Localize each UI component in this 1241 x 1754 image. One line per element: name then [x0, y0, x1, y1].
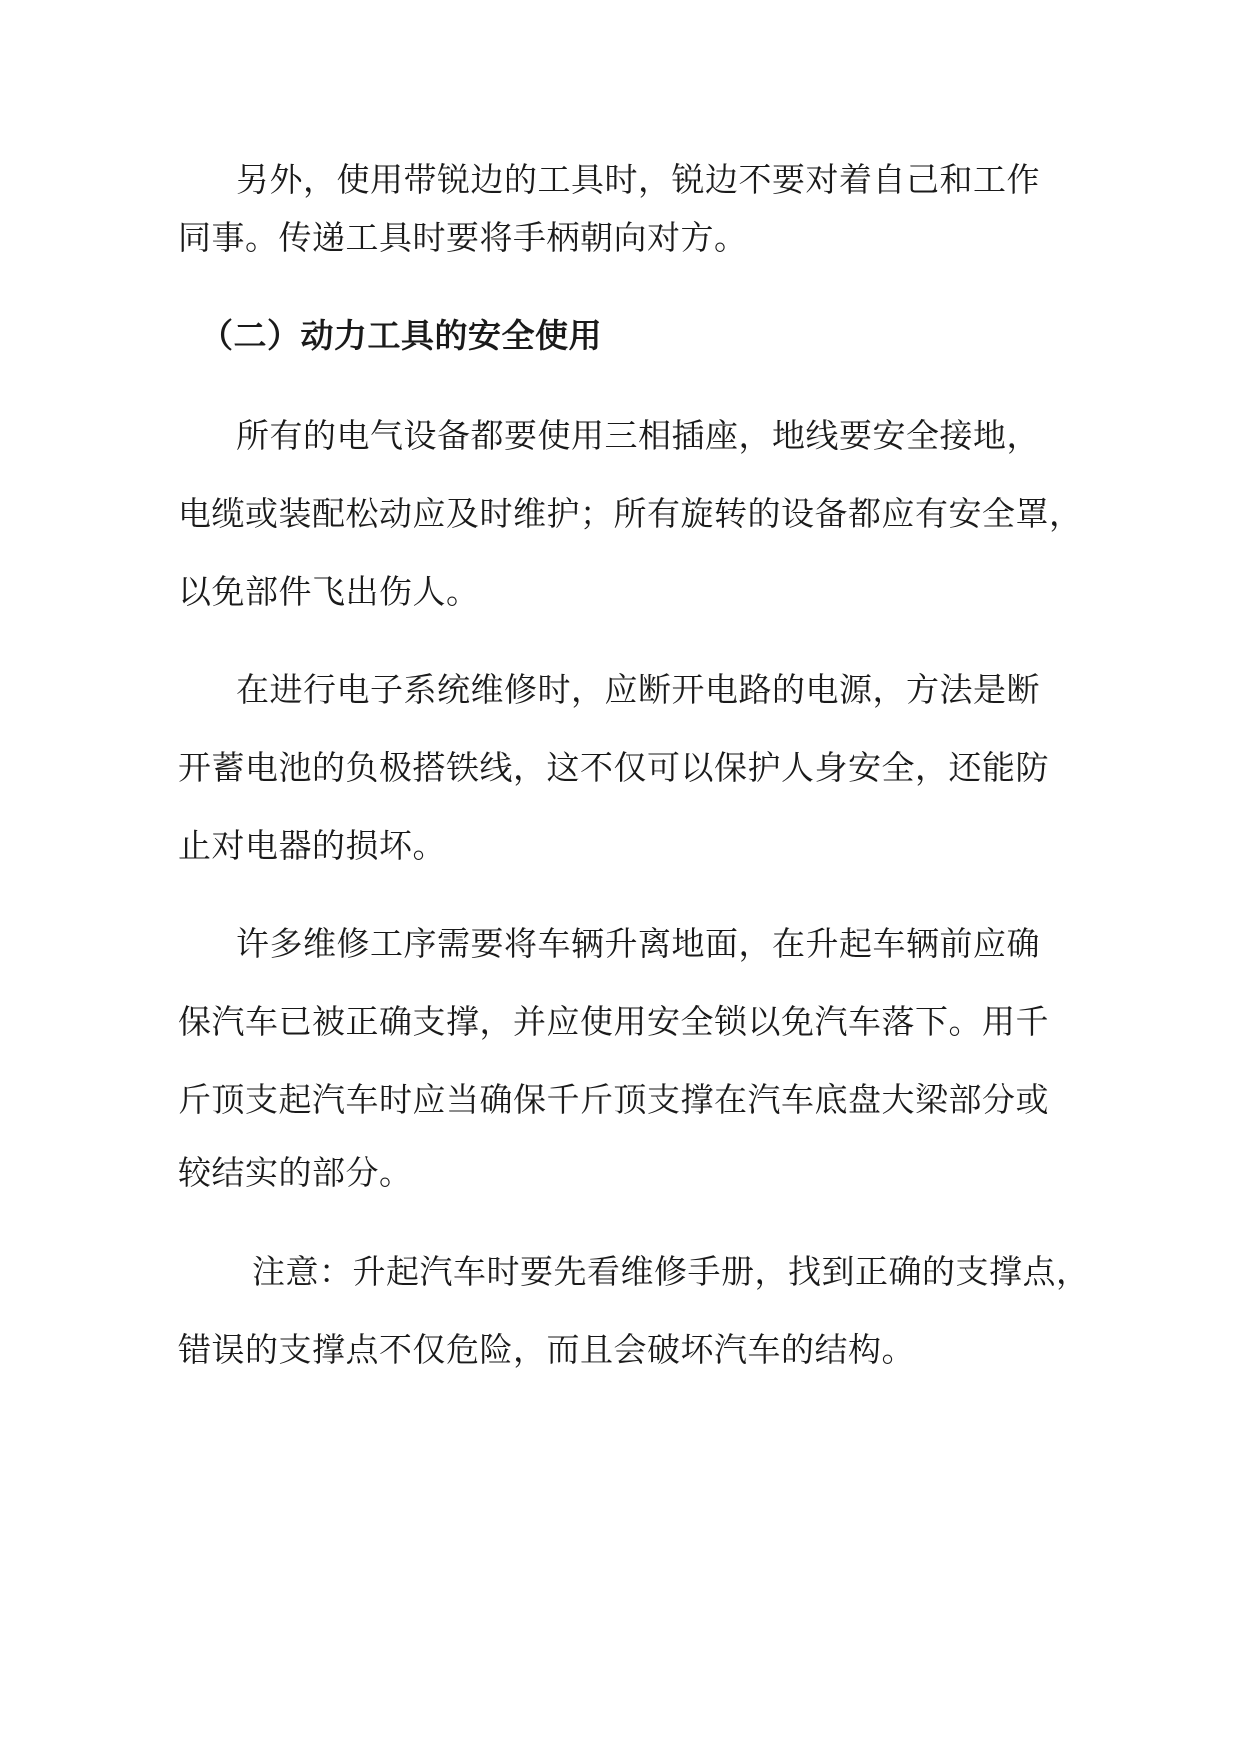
paragraph-4-line-2: 保汽车已被正确支撑，并应使用安全锁以免汽车落下。用千 — [178, 1002, 1049, 1041]
paragraph-5-line-1: 注意：升起汽车时要先看维修手册，找到正确的支撑点， — [252, 1252, 1090, 1291]
paragraph-3-line-3: 止对电器的损坏。 — [178, 826, 446, 865]
paragraph-3-line-2: 开蓄电池的负极搭铁线，这不仅可以保护人身安全，还能防 — [178, 748, 1049, 787]
paragraph-4-line-4: 较结实的部分。 — [178, 1153, 413, 1192]
paragraph-1-line-1: 另外，使用带锐边的工具时，锐边不要对着自己和工作 — [236, 160, 1040, 199]
paragraph-4-line-1: 许多维修工序需要将车辆升离地面，在升起车辆前应确 — [236, 924, 1040, 963]
paragraph-2-line-2: 电缆或装配松动应及时维护；所有旋转的设备都应有安全罩， — [178, 494, 1083, 533]
paragraph-3-line-1: 在进行电子系统维修时，应断开电路的电源，方法是断 — [236, 670, 1040, 709]
paragraph-2-line-3: 以免部件飞出伤人。 — [178, 572, 480, 611]
paragraph-1-line-2: 同事。传递工具时要将手柄朝向对方。 — [178, 218, 748, 257]
paragraph-5-line-2: 错误的支撑点不仅危险，而且会破坏汽车的结构。 — [178, 1330, 915, 1369]
paragraph-4-line-3: 斤顶支起汽车时应当确保千斤顶支撑在汽车底盘大梁部分或 — [178, 1080, 1049, 1119]
paragraph-2-line-1: 所有的电气设备都要使用三相插座，地线要安全接地， — [236, 416, 1040, 455]
section-heading: （二）动力工具的安全使用 — [200, 316, 602, 355]
